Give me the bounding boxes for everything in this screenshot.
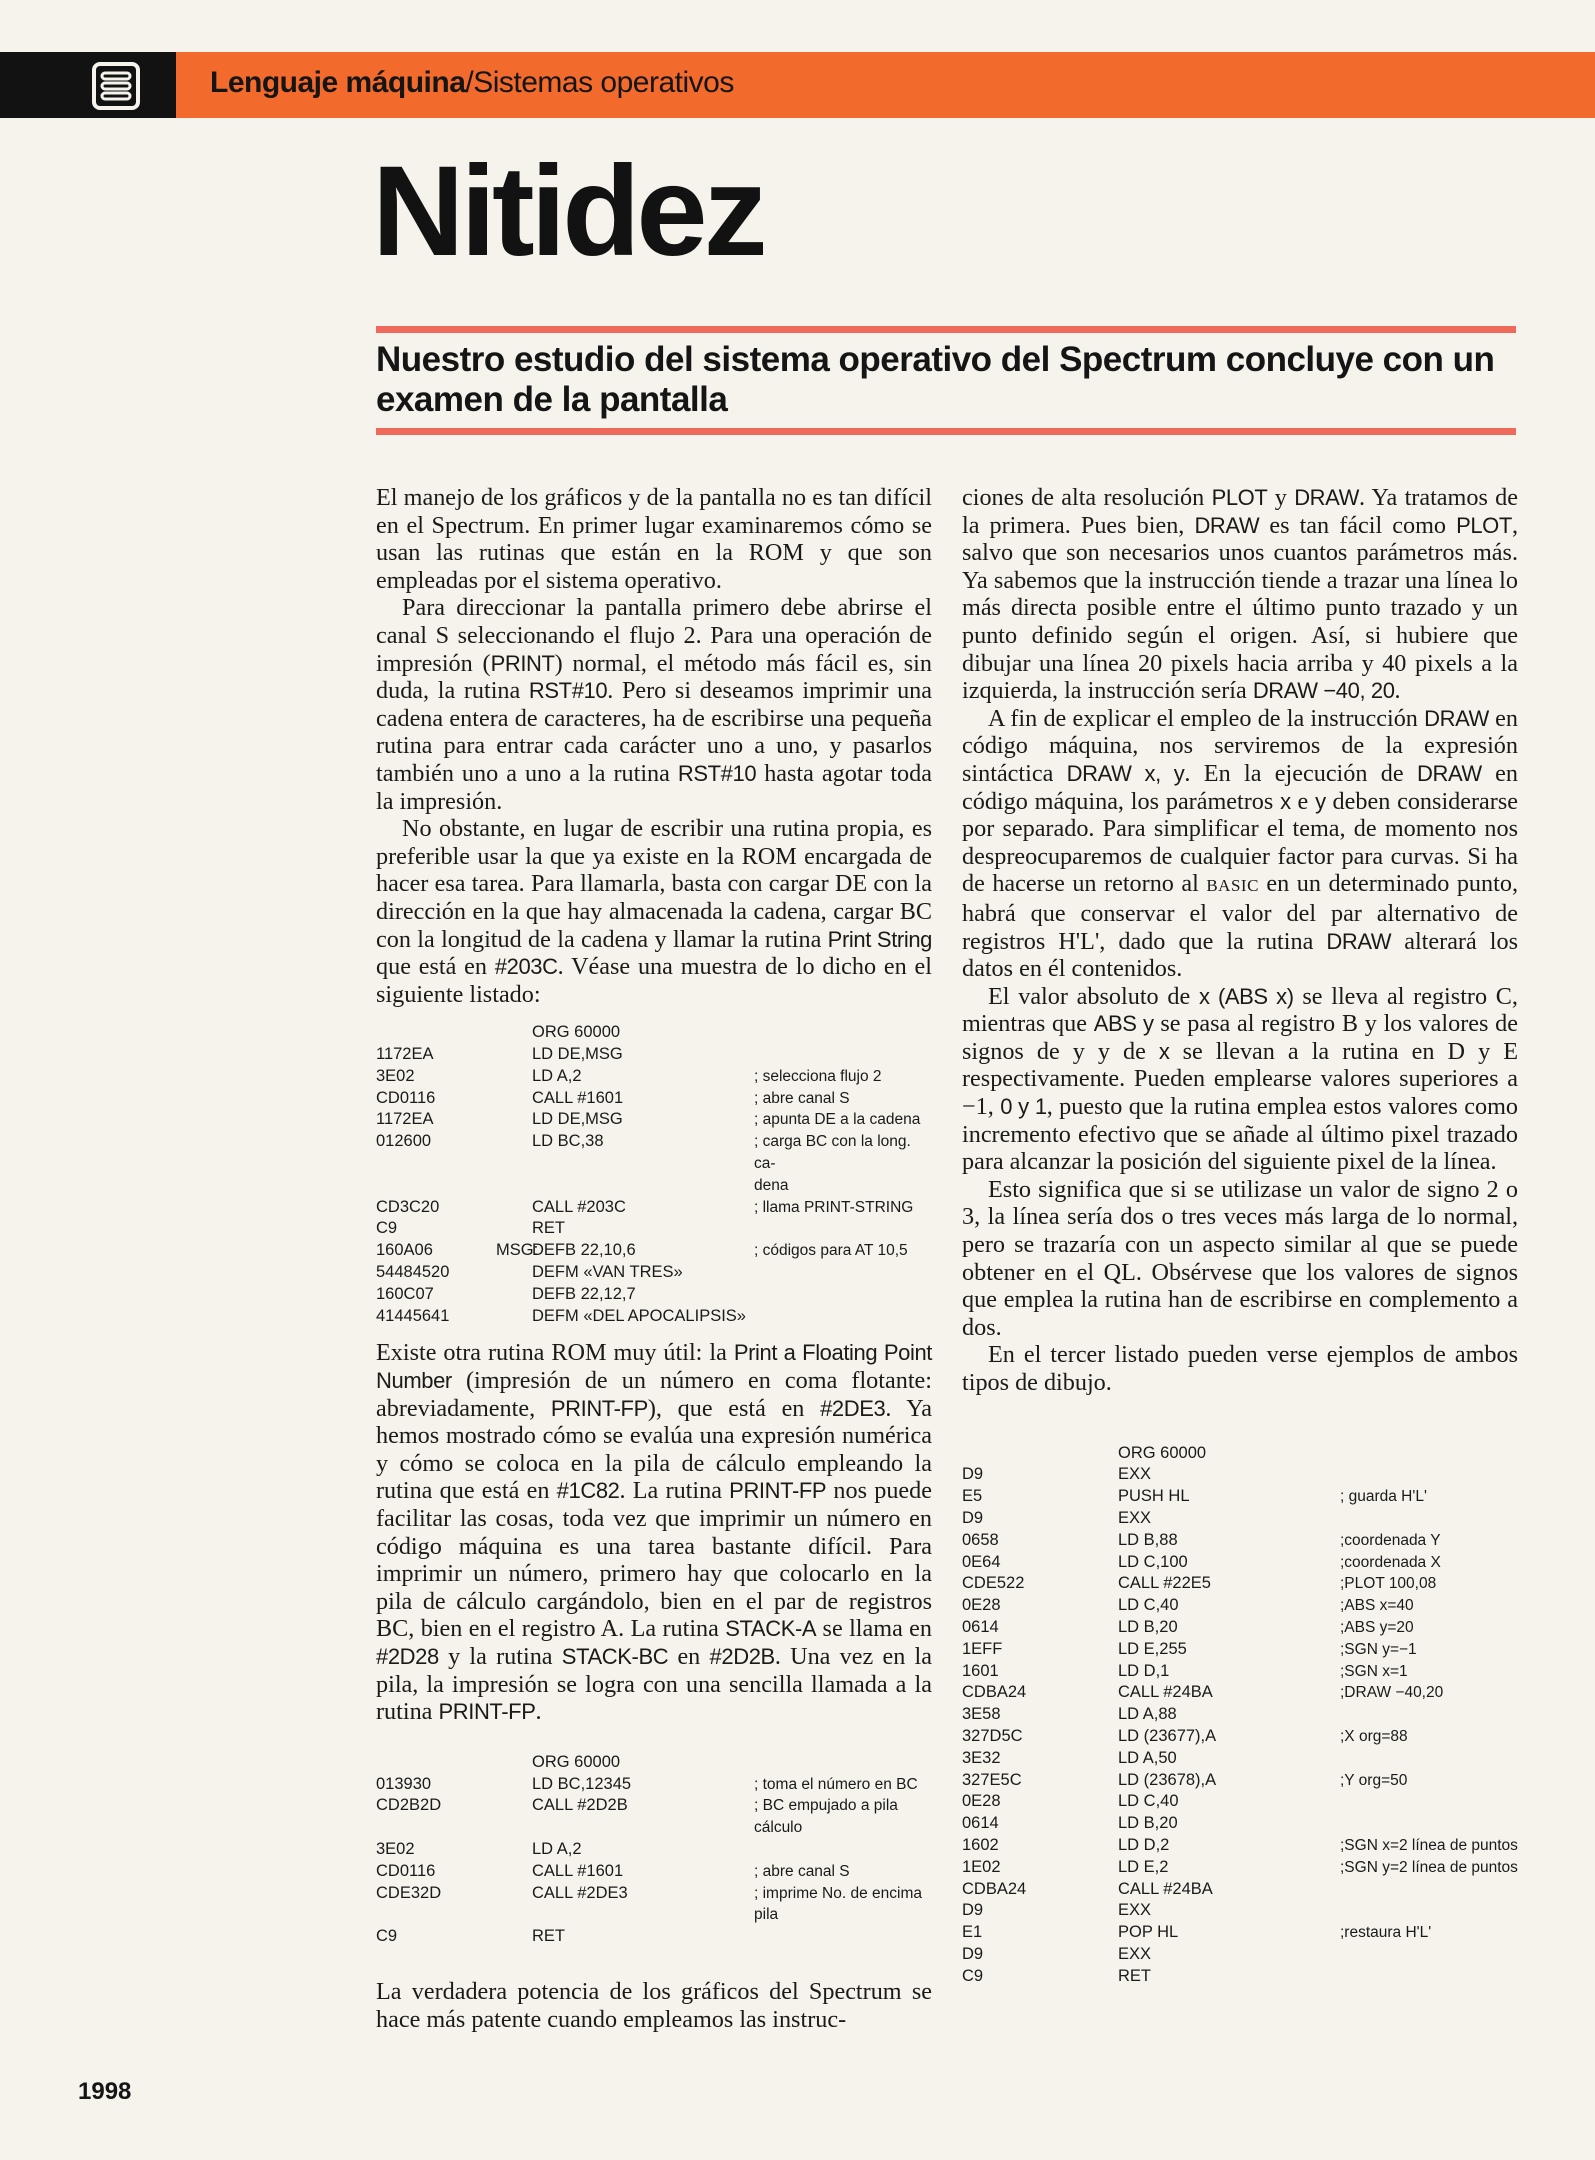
- code-address: C9: [376, 1927, 398, 1946]
- code-address: 3E58: [962, 1705, 1001, 1724]
- code-instruction: LD BC,12345: [532, 1774, 632, 1793]
- code-instruction: [532, 1817, 754, 1839]
- code-instruction: LD (23677),A: [1118, 1726, 1217, 1745]
- code-label: [496, 1795, 532, 1817]
- code-comment: ; selecciona flujo 2: [754, 1067, 882, 1085]
- code-address: CDBA24: [962, 1879, 1027, 1898]
- code-comment: [754, 1218, 932, 1240]
- right-paragraph-1: ciones de alta resolución PLOT y DRAW. Ya tratamos de la primera. Pues bien, DRAW es tan fácil como PLOT, salvo que son necesarios unos cuantos parámetros más. Ya sabemos que la instrucción tiende a trazar una línea lo más directa posible entre el último punto trazado y un punto definido según el origen. Así, si hubiere que dibujar una línea 20 pixels hacia arriba y 40 pixels a la izquierda, la instrucción sería DRAW −40, 20.: [962, 484, 1519, 705]
- code-address: [376, 1752, 496, 1774]
- code-comment: ;DRAW −40,20: [1340, 1684, 1444, 1702]
- code-line: [962, 1900, 1518, 1922]
- right-paragraph-2: A fin de explicar el empleo de la instrucción DRAW en código máquina, nos serviremos de la expresión sintáctica DRAW x, y. En la ejecución de DRAW en código máquina, los parámetros x e y deben considerarse por separado. Para simplificar el tema, de momento nos despreocuparemos de cualquier factor para curvas. Si ha de hacerse un retorno al BASIC en un determinado punto, habrá que conservar el valor del par alternativo de registros H'L', dado que la rutina DRAW alterará los datos en él contenidos.: [962, 704, 1518, 983]
- code-address: 327D5C: [962, 1726, 1023, 1745]
- code-label: [1082, 1726, 1118, 1748]
- code-label: [496, 1066, 532, 1088]
- code-address: C9: [376, 1219, 398, 1238]
- code-label: [1082, 1530, 1118, 1552]
- code-comment: [1340, 1966, 1518, 1988]
- code-label: [1082, 1573, 1118, 1595]
- code-instruction: DEFB 22,12,7: [532, 1284, 636, 1303]
- code-label: [1082, 1791, 1118, 1813]
- code-label: [496, 1861, 532, 1883]
- code-line: [376, 1197, 932, 1219]
- code-comment: [754, 1284, 932, 1306]
- code-address: D9: [962, 1944, 984, 1963]
- code-address: 0E28: [962, 1792, 1001, 1811]
- left-paragraph-1: El manejo de los gráficos y de la pantalla no es tan difícil en el Spectrum. En primer lugar examinaremos cómo se usan las rutinas que están en la ROM y que son empleadas por el sistema operativo.: [376, 484, 932, 594]
- page-number: 1998: [78, 2078, 132, 2105]
- code-instruction: ORG 60000: [532, 1023, 621, 1042]
- code-label: [496, 1175, 532, 1197]
- code-line: [376, 1284, 932, 1306]
- code-comment: [1340, 1900, 1518, 1922]
- code-address: D9: [962, 1901, 984, 1920]
- code-line: [962, 1944, 1518, 1966]
- code-instruction: DEFM «VAN TRES»: [532, 1263, 683, 1282]
- code-address: CDE522: [962, 1574, 1025, 1593]
- code-instruction: LD E,255: [1118, 1639, 1187, 1658]
- code-line: [376, 1861, 932, 1883]
- code-comment: [754, 1926, 932, 1948]
- code-label: [1082, 1617, 1118, 1639]
- code-comment: ; guarda H'L': [1340, 1488, 1427, 1506]
- code-line: [962, 1726, 1518, 1748]
- code-instruction: CALL #203C: [532, 1197, 626, 1216]
- code-instruction: LD B,20: [1118, 1814, 1178, 1833]
- code-label: [496, 1197, 532, 1219]
- code-line: [376, 1839, 932, 1861]
- code-comment: [1340, 1944, 1518, 1966]
- code-comment: ; apunta DE a la cadena: [754, 1111, 921, 1129]
- code-comment: [1340, 1879, 1518, 1901]
- code-address: CD0116: [376, 1088, 436, 1107]
- code-label: [496, 1306, 532, 1328]
- code-line: [962, 1682, 1518, 1704]
- section-title-rest: /Sistemas operativos: [465, 66, 734, 99]
- left-paragraph-2: Para direccionar la pantalla primero debe abrirse el canal S seleccionando el flujo 2. Para una operación de impresión (PRINT) normal, el método más fácil es, sin duda, la rutina RST#10. Pero si deseamos imprimir una cadena entera de caracteres, ha de escribirse una pequeña rutina para entrar cada carácter uno a uno, y pasarlos también uno a uno a la rutina RST#10 hasta agotar toda la impresión.: [376, 594, 932, 815]
- code-label: [496, 1774, 532, 1796]
- code-instruction: LD A,50: [1118, 1748, 1177, 1767]
- code-comment: ;Y org=50: [1340, 1771, 1408, 1789]
- code-instruction: RET: [532, 1927, 565, 1946]
- code-instruction: DEFB 22,10,6: [532, 1241, 636, 1260]
- code-instruction: ORG 60000: [1118, 1443, 1207, 1462]
- code-address: 0614: [962, 1617, 999, 1636]
- code-label: [1082, 1661, 1118, 1683]
- code-line: [962, 1791, 1518, 1813]
- code-line: [962, 1573, 1518, 1595]
- code-label: [1082, 1464, 1118, 1486]
- code-address: C9: [962, 1966, 984, 1985]
- code-line: [962, 1617, 1518, 1639]
- code-line: [376, 1175, 932, 1197]
- code-line: [962, 1595, 1518, 1617]
- code-line: [962, 1486, 1518, 1508]
- code-line: [376, 1218, 932, 1240]
- code-address: 3E02: [376, 1839, 415, 1858]
- code-address: 3E32: [962, 1748, 1001, 1767]
- section-emblem-icon: [92, 62, 140, 110]
- code-instruction: [532, 1904, 754, 1926]
- code-comment: ; toma el número en BC: [754, 1775, 918, 1793]
- code-label: [496, 1752, 532, 1774]
- code-line: [376, 1306, 932, 1328]
- left-column: [376, 484, 932, 2033]
- code-comment: [1340, 1791, 1518, 1813]
- code-address: 327E5C: [962, 1770, 1022, 1789]
- code-address: [376, 1817, 496, 1839]
- code-comment: ;coordenada X: [1340, 1553, 1441, 1571]
- subtitle-rule-top: [376, 326, 1516, 333]
- code-comment: ;ABS x=40: [1340, 1597, 1414, 1615]
- code-address: 0E64: [962, 1552, 1001, 1571]
- code-label: [1082, 1900, 1118, 1922]
- code-line: [962, 1530, 1518, 1552]
- code-address: D9: [962, 1508, 984, 1527]
- code-line: [962, 1508, 1518, 1530]
- code-label: [1082, 1639, 1118, 1661]
- code-comment: ; abre canal S: [754, 1089, 850, 1107]
- code-line: [962, 1704, 1518, 1726]
- code-comment: [754, 1752, 932, 1774]
- code-instruction: EXX: [1118, 1465, 1152, 1484]
- code-instruction: CALL #24BA: [1118, 1683, 1213, 1702]
- code-line: [376, 1926, 932, 1948]
- code-address: D9: [962, 1465, 984, 1484]
- code-address: 160A06: [376, 1241, 433, 1260]
- right-column: [962, 484, 1518, 2000]
- code-label: [1082, 1813, 1118, 1835]
- code-line: [962, 1879, 1518, 1901]
- code-comment: pila: [754, 1906, 779, 1924]
- code-label: [496, 1904, 532, 1926]
- code-label: [1082, 1944, 1118, 1966]
- code-comment: ; imprime No. de encima: [754, 1884, 922, 1902]
- code-line: [376, 1752, 932, 1774]
- code-line: [962, 1922, 1518, 1944]
- code-line: [962, 1770, 1518, 1792]
- code-line: [962, 1748, 1518, 1770]
- code-line: [376, 1044, 932, 1066]
- code-instruction: EXX: [1118, 1944, 1152, 1963]
- code-address: [376, 1022, 496, 1044]
- code-comment: ;SGN y=2 línea de puntos: [1340, 1858, 1518, 1876]
- code-address: CD0116: [376, 1861, 436, 1880]
- code-line: [376, 1240, 932, 1262]
- code-comment: ; BC empujado a pila: [754, 1797, 898, 1815]
- code-comment: dena: [754, 1176, 789, 1194]
- code-comment: [754, 1306, 932, 1328]
- code-instruction: LD C,100: [1118, 1552, 1188, 1571]
- code-label: [496, 1817, 532, 1839]
- code-address: E5: [962, 1487, 983, 1506]
- code-comment: [754, 1044, 932, 1066]
- code-label: [496, 1284, 532, 1306]
- code-comment: ; abre canal S: [754, 1862, 850, 1880]
- code-instruction: LD C,40: [1118, 1596, 1179, 1615]
- code-instruction: PUSH HL: [1118, 1487, 1190, 1506]
- code-instruction: CALL #24BA: [1118, 1879, 1213, 1898]
- code-label: [496, 1218, 532, 1240]
- page-title: Nitidez: [372, 140, 764, 283]
- code-label: [1082, 1857, 1118, 1879]
- code-label: [1082, 1595, 1118, 1617]
- right-paragraph-4: Esto significa que si se utilizase un valor de signo 2 o 3, la línea sería dos o tres veces más larga de lo normal, pero se trazaría con un aspecto similar al que se puede obtener en el QL. Obsérvese que los valores de signos que emplea la rutina han de escribirse en complemento a dos.: [962, 1175, 1518, 1341]
- code-address: E1: [962, 1923, 983, 1942]
- code-address: 1172EA: [376, 1045, 434, 1064]
- code-listing-1: [376, 1022, 932, 1327]
- code-instruction: LD C,40: [1118, 1792, 1179, 1811]
- code-comment: cálculo: [754, 1819, 803, 1837]
- code-line: [376, 1109, 932, 1131]
- code-instruction: ORG 60000: [532, 1752, 621, 1771]
- code-comment: ;PLOT 100,08: [1340, 1575, 1437, 1593]
- code-label: [496, 1883, 532, 1905]
- code-address: 1601: [962, 1661, 999, 1680]
- code-comment: [1340, 1748, 1518, 1770]
- left-paragraph-5: La verdadera potencia de los gráficos del Spectrum se hace más patente cuando empleamos las instruc-: [376, 1977, 932, 2033]
- code-address: 012600: [376, 1132, 432, 1151]
- code-address: 1EFF: [962, 1639, 1003, 1658]
- section-title: [210, 66, 734, 100]
- code-instruction: CALL #1601: [532, 1861, 624, 1880]
- code-instruction: EXX: [1118, 1508, 1152, 1527]
- code-label: [1082, 1508, 1118, 1530]
- code-address: [376, 1904, 496, 1926]
- subtitle-rule-bottom: [376, 428, 1516, 435]
- code-label: [1082, 1748, 1118, 1770]
- code-label: [496, 1839, 532, 1861]
- code-line: [376, 1131, 932, 1175]
- code-label: [496, 1109, 532, 1131]
- code-address: 1E02: [962, 1857, 1001, 1876]
- code-line: [962, 1552, 1518, 1574]
- code-line: [376, 1795, 932, 1817]
- code-line: [376, 1904, 932, 1926]
- code-comment: [754, 1262, 932, 1284]
- code-label: [496, 1088, 532, 1110]
- code-line: [376, 1066, 932, 1088]
- code-address: 3E02: [376, 1066, 415, 1085]
- code-address: CD3C20: [376, 1197, 440, 1216]
- code-instruction: CALL #1601: [532, 1088, 624, 1107]
- code-listing-2: [376, 1752, 932, 1948]
- code-instruction: LD DE,MSG: [532, 1110, 623, 1129]
- code-label: [496, 1262, 532, 1284]
- code-address: 0658: [962, 1530, 999, 1549]
- code-comment: ;SGN x=1: [1340, 1662, 1408, 1680]
- code-instruction: POP HL: [1118, 1923, 1179, 1942]
- code-line: [962, 1639, 1518, 1661]
- code-address: 013930: [376, 1774, 432, 1793]
- code-comment: ;SGN y=−1: [1340, 1640, 1417, 1658]
- code-label: MSG:: [496, 1241, 539, 1260]
- code-instruction: RET: [1118, 1966, 1151, 1985]
- code-label: [496, 1022, 532, 1044]
- header-black-block: [0, 52, 176, 118]
- code-comment: [1340, 1813, 1518, 1835]
- code-instruction: LD D,1: [1118, 1661, 1170, 1680]
- code-instruction: DEFM «DEL APOCALIPSIS»: [532, 1306, 746, 1325]
- code-comment: ;restaura H'L': [1340, 1924, 1432, 1942]
- code-address: 0E28: [962, 1596, 1001, 1615]
- code-address: [376, 1175, 496, 1197]
- code-instruction: LD A,2: [532, 1066, 582, 1085]
- code-address: 0614: [962, 1814, 999, 1833]
- code-instruction: LD B,20: [1118, 1617, 1178, 1636]
- code-instruction: EXX: [1118, 1901, 1152, 1920]
- code-comment: [754, 1839, 932, 1861]
- code-instruction: CALL #2DE3: [532, 1883, 628, 1902]
- code-instruction: [532, 1175, 754, 1197]
- code-line: [376, 1262, 932, 1284]
- code-comment: ; llama PRINT-STRING: [754, 1198, 914, 1216]
- code-label: [496, 1044, 532, 1066]
- code-line: [962, 1661, 1518, 1683]
- code-instruction: LD A,2: [532, 1839, 582, 1858]
- code-label: [1082, 1704, 1118, 1726]
- code-label: [496, 1926, 532, 1948]
- code-comment: ;X org=88: [1340, 1727, 1408, 1745]
- subtitle: Nuestro estudio del sistema operativo del Spectrum concluye con un examen de la pantalla: [376, 340, 1495, 419]
- code-comment: ; carga BC con la long. ca-: [754, 1133, 911, 1173]
- code-address: 160C07: [376, 1284, 434, 1303]
- code-address: 54484520: [376, 1263, 450, 1282]
- code-label: [1082, 1922, 1118, 1944]
- code-label: [1082, 1443, 1118, 1465]
- code-line: [962, 1857, 1518, 1879]
- code-address: CDE32D: [376, 1883, 442, 1902]
- code-comment: [1340, 1508, 1518, 1530]
- code-address: 1172EA: [376, 1110, 434, 1129]
- code-comment: ;ABS y=20: [1340, 1618, 1414, 1636]
- code-instruction: LD D,2: [1118, 1835, 1170, 1854]
- code-comment: [1340, 1464, 1518, 1486]
- code-instruction: LD E,2: [1118, 1857, 1169, 1876]
- code-label: [1082, 1552, 1118, 1574]
- code-line: [376, 1774, 932, 1796]
- code-comment: ; códigos para AT 10,5: [754, 1242, 908, 1260]
- code-instruction: LD B,88: [1118, 1530, 1178, 1549]
- code-address: CDBA24: [962, 1683, 1027, 1702]
- code-line: [376, 1022, 932, 1044]
- code-comment: ;SGN x=2 línea de puntos: [1340, 1836, 1518, 1854]
- code-line: [962, 1813, 1518, 1835]
- code-label: [1082, 1835, 1118, 1857]
- code-instruction: LD (23678),A: [1118, 1770, 1217, 1789]
- code-label: [1082, 1682, 1118, 1704]
- code-instruction: LD DE,MSG: [532, 1045, 623, 1064]
- code-address: 41445641: [376, 1306, 450, 1325]
- code-comment: [1340, 1704, 1518, 1726]
- right-paragraph-3: El valor absoluto de x (ABS x) se lleva al registro C, mientras que ABS y se pasa al registro B y los valores de signos de y y de x se llevan a la rutina en D y E respectivamente. Pueden emplearse valores superiores a −1, 0 y 1, puesto que la rutina emplea estos valores como incremento efectivo que se añade al último pixel trazado para alcanzar la posición del siguiente pixel de la línea.: [962, 982, 1518, 1176]
- left-paragraph-4: Existe otra rutina ROM muy útil: la Print a Floating Point Number (impresión de un número en coma flotante: abreviadamente, PRINT-FP), que está en #2DE3. Ya hemos mostrado cómo se evalúa una expresión numérica y cómo se coloca en la pila de cálculo empleando la rutina que está en #1C82. La rutina PRINT-FP nos puede facilitar las cosas, toda vez que imprimir un número en código máquina es una tarea bastante difícil. Para imprimir un número, primero hay que colocarlo en la pila de cálculo cargándolo, bien en el par de registros BC, bien en el registro A. La rutina STACK-A se llama en #2D28 y la rutina STACK-BC en #2D2B. Una vez en la pila, la impresión se logra con una sencilla llamada a la rutina PRINT-FP.: [376, 1339, 933, 1726]
- code-line: [376, 1883, 932, 1905]
- code-line: [962, 1443, 1518, 1465]
- code-instruction: RET: [532, 1219, 565, 1238]
- code-instruction: LD A,88: [1118, 1705, 1177, 1724]
- code-instruction: CALL #22E5: [1118, 1574, 1211, 1593]
- code-line: [962, 1835, 1518, 1857]
- code-line: [962, 1966, 1518, 1988]
- code-label: [496, 1131, 532, 1175]
- code-label: [1082, 1879, 1118, 1901]
- code-instruction: LD BC,38: [532, 1132, 604, 1151]
- code-comment: [754, 1022, 932, 1044]
- code-address: CD2B2D: [376, 1796, 442, 1815]
- code-line: [376, 1817, 932, 1839]
- code-label: [1082, 1486, 1118, 1508]
- section-title-bold: Lenguaje máquina: [210, 66, 466, 99]
- code-comment: [1340, 1443, 1518, 1465]
- right-paragraph-5: En el tercer listado pueden verse ejemplos de ambos tipos de dibujo.: [962, 1341, 1518, 1396]
- code-listing-3: [962, 1443, 1518, 1988]
- code-line: [962, 1464, 1518, 1486]
- code-address: 1602: [962, 1835, 999, 1854]
- code-instruction: CALL #2D2B: [532, 1796, 628, 1815]
- left-paragraph-3: No obstante, en lugar de escribir una rutina propia, es preferible usar la que ya existe en la ROM encargada de hacer esa tarea. Para llamarla, basta con cargar DE con la dirección en la que hay almacenada la cadena, cargar BC con la longitud de la cadena y llamar la rutina Print String que está en #203C. Véase una muestra de lo dicho en el siguiente listado:: [376, 815, 932, 1008]
- code-address: [962, 1443, 1082, 1465]
- code-label: [1082, 1770, 1118, 1792]
- code-comment: ;coordenada Y: [1340, 1531, 1441, 1549]
- code-line: [376, 1088, 932, 1110]
- code-label: [1082, 1966, 1118, 1988]
